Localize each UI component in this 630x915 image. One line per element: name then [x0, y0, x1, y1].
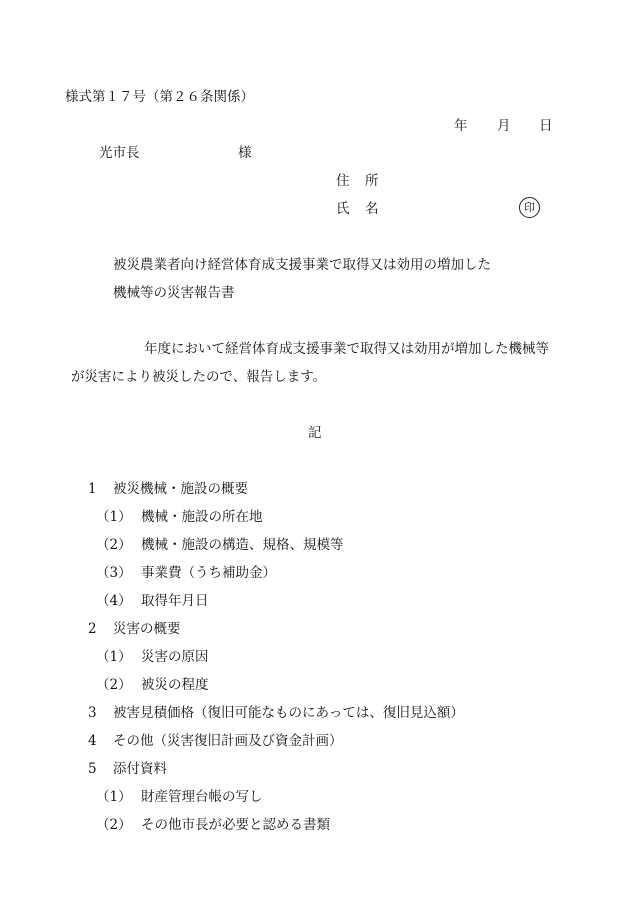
ki-heading: 記	[308, 425, 322, 441]
address-label-2: 所	[365, 173, 379, 189]
item-3-label: 被害見積価格（復旧可能なものにあっては、復旧見込額）	[113, 705, 464, 721]
item-5-2-number: （2）	[96, 817, 132, 833]
item-1-4-number: （4）	[96, 593, 132, 609]
address-label: 住	[336, 173, 350, 189]
item-5-2-label: その他市長が必要と認める書類	[141, 817, 330, 833]
item-1-2-number: （2）	[96, 537, 132, 553]
addressee-name: 光市長	[99, 145, 140, 161]
name-label-2: 名	[365, 201, 379, 217]
item-2-1-number: （1）	[96, 649, 132, 665]
item-2-number: 2	[88, 621, 97, 637]
item-4-number: 4	[88, 733, 97, 749]
date-month: 月	[497, 118, 511, 134]
form-number: 様式第１７号（第２６条関係）	[65, 89, 254, 105]
item-4-label: その他（災害復旧計画及び資金計画）	[113, 733, 343, 749]
title-line-1: 被災農業者向け経営体育成支援事業で取得又は効用の増加した	[113, 257, 491, 273]
item-1-label: 被災機械・施設の概要	[113, 481, 248, 497]
item-1-number: 1	[88, 481, 97, 497]
item-1-1-number: （1）	[96, 509, 132, 525]
item-2-2-number: （2）	[96, 677, 132, 693]
item-5-1-label: 財産管理台帳の写し	[141, 789, 263, 805]
date-year: 年	[454, 118, 468, 134]
item-5-1-number: （1）	[96, 789, 132, 805]
title-line-2: 機械等の災害報告書	[113, 285, 235, 301]
body-line-1: 年度において経営体育成支援事業で取得又は効用が増加した機械等	[144, 341, 549, 357]
seal-mark: 印	[519, 197, 540, 218]
item-1-1-label: 機械・施設の所在地	[141, 509, 263, 525]
item-1-2-label: 機械・施設の構造、規格、規模等	[141, 537, 344, 553]
item-5-label: 添付資料	[113, 761, 167, 777]
item-1-3-number: （3）	[96, 565, 132, 581]
item-2-2-label: 被災の程度	[141, 677, 209, 693]
item-1-3-label: 事業費（うち補助金）	[141, 565, 276, 581]
item-2-label: 災害の概要	[113, 621, 181, 637]
item-3-number: 3	[88, 705, 97, 721]
addressee-honorific: 様	[238, 145, 252, 161]
body-line-2: が災害により被災したので、報告します。	[71, 369, 327, 385]
name-label: 氏	[336, 201, 350, 217]
item-1-4-label: 取得年月日	[141, 593, 209, 609]
item-2-1-label: 災害の原因	[141, 649, 209, 665]
item-5-number: 5	[88, 761, 97, 777]
date-day: 日	[539, 118, 553, 134]
